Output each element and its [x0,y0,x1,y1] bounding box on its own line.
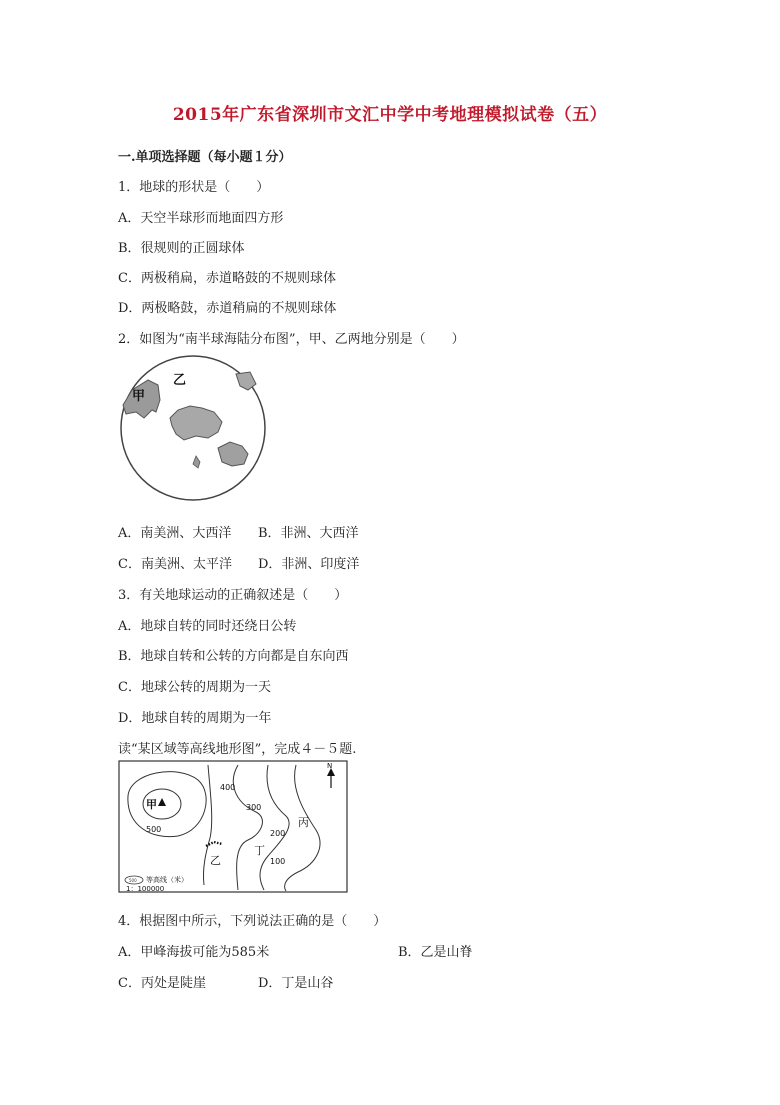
question-2-option-a: A．南美洲、大西洋 [118,526,232,541]
map-label-ding: 丁 [254,844,265,857]
question-3-option-c: C．地球公转的周期为一天 [118,680,271,695]
map-scale: 1：100000 [126,885,165,893]
question-2-stem: 2．如图为“南半球海陆分布图”，甲、乙两地分别是（ ） [118,332,465,347]
question-2-option-d: D．非洲、印度洋 [258,557,360,572]
question-4-option-c: C．丙处是陡崖 [118,976,206,991]
question-1-option-b: B．很规则的正圆球体 [118,241,245,256]
contour-label-100: 100 [270,857,286,866]
map-label-jia: 甲 [146,798,157,811]
question-4-option-a: A．甲峰海拔可能为585米 [118,945,270,960]
label-yi: 乙 [173,373,187,388]
contour-label-400: 400 [220,783,236,792]
section-heading: 一.单项选择题（每小题１分） [118,150,292,165]
questions-4-5-intro: 读“某区域等高线地形图”，完成４－５题. [118,742,357,757]
legend-label: 等高线（米） [146,876,188,884]
question-1-option-d: D．两极略鼓，赤道稍扁的不规则球体 [118,301,337,316]
question-1-option-c: C．两极稍扁，赤道略鼓的不规则球体 [118,271,336,286]
contour-label-500: 500 [146,825,162,834]
question-3-stem: 3．有关地球运动的正确叙述是（ ） [118,588,348,603]
question-1-stem: 1．地球的形状是（ ） [118,180,270,195]
question-3-option-d: D．地球自转的周期为一年 [118,711,272,726]
north-label: N [327,762,333,770]
question-4-option-b: B．乙是山脊 [398,945,473,960]
map-label-yi: 乙 [210,854,221,867]
question-4-options-row-1 [118,941,473,960]
question-2-options-row-1 [118,522,359,541]
question-1-option-a: A．天空半球形而地面四方形 [118,211,284,226]
question-4-option-d: D．丁是山谷 [258,976,334,991]
contour-label-200: 200 [270,829,286,838]
question-2-options-row-2 [118,553,359,572]
page-title: 2015年广东省深圳市文汇中学中考地理模拟试卷（五） [172,105,608,125]
contour-label-300: 300 [246,803,262,812]
label-jia: 甲 [132,389,146,404]
southern-hemisphere-figure [118,350,268,505]
question-3-option-a: A．地球自转的同时还绕日公转 [118,619,297,634]
question-3-option-b: B．地球自转和公转的方向都是自东向西 [118,649,349,664]
question-2-option-c: C．南美洲、太平洋 [118,557,232,572]
question-4-stem: 4．根据图中所示，下列说法正确的是（ ） [118,914,387,929]
map-label-bing: 丙 [298,816,309,829]
contour-map-figure [118,760,350,895]
legend-small-number: 500 [129,878,137,883]
question-4-options-row-2 [118,972,333,991]
question-2-option-b: B．非洲、大西洋 [258,526,359,541]
